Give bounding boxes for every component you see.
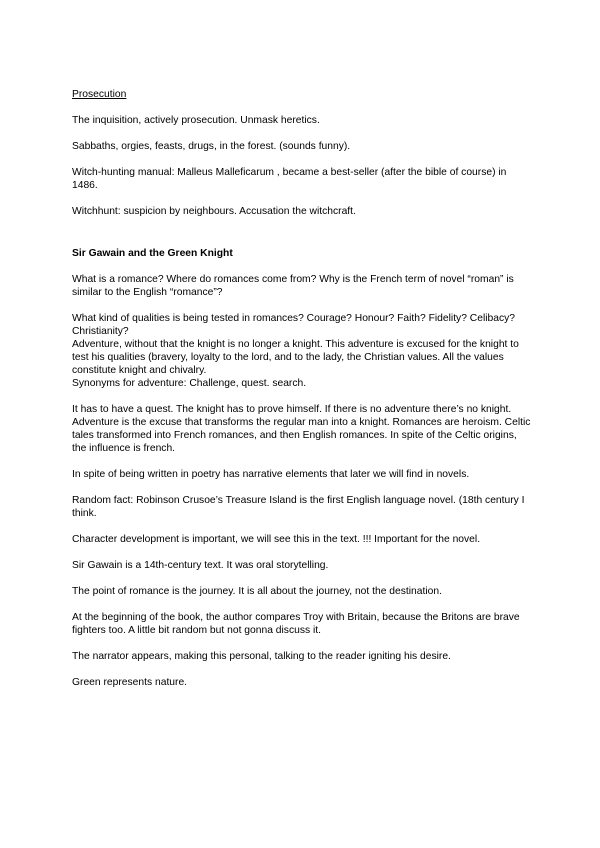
paragraph: The inquisition, actively prosecution. Unmask heretics. xyxy=(72,115,320,126)
paragraph: Sir Gawain is a 14th-century text. It was oral storytelling. xyxy=(72,560,329,571)
paragraph: Sabbaths, orgies, feasts, drugs, in the forest. (sounds funny). xyxy=(72,141,351,152)
paragraph: At the beginning of the book, the author compares Troy with Britain, because the Britons are brave fighters too. A little bit random but not gonna discuss it. xyxy=(72,612,520,636)
paragraph: Synonyms for adventure: Challenge, quest. search. xyxy=(72,378,307,389)
paragraph: It has to have a quest. The knight has to prove himself. If there is no adventure there’s no knight. Adventure is the excuse that transforms the regular man into a knight. Romances are heroism. Celtic tales transformed into French romances, and then English romances. In spite of the Celtic origins, the influence is french. xyxy=(72,404,531,454)
paragraph: Character development is important, we will see this in the text. !!! Important for the novel. xyxy=(72,534,481,545)
paragraph: Random fact: Robinson Crusoe’s Treasure Island is the first English language novel. (18th century I think. xyxy=(72,495,525,519)
paragraph: In spite of being written in poetry has narrative elements that later we will find in novels. xyxy=(72,469,470,480)
paragraph: What is a romance? Where do romances come from? Why is the French term of novel “roman” is similar to the English “romance”? xyxy=(72,274,514,298)
paragraph: Witch-hunting manual: Malleus Malleficarum , became a best-seller (after the bible of course) in 1486. xyxy=(72,167,507,191)
paragraph: Witchhunt: suspicion by neighbours. Accusation the witchcraft. xyxy=(72,206,356,217)
section-heading-prosecution: Prosecution xyxy=(72,89,127,100)
section-heading-gawain: Sir Gawain and the Green Knight xyxy=(72,248,233,259)
paragraph: The narrator appears, making this personal, talking to the reader igniting his desire. xyxy=(72,651,451,662)
document-page xyxy=(72,88,532,689)
paragraph: What kind of qualities is being tested in romances? Courage? Honour? Faith? Fidelity? Celibacy? Christianity? xyxy=(72,313,516,337)
paragraph: Adventure, without that the knight is no longer a knight. This adventure is excused for the knight to test his qualities (bravery, loyalty to the lord, and to the lady, the Christian values. All the values constitute knight and chivalry. xyxy=(72,339,519,376)
paragraph: The point of romance is the journey. It is all about the journey, not the destination. xyxy=(72,586,442,597)
paragraph: Green represents nature. xyxy=(72,677,188,688)
